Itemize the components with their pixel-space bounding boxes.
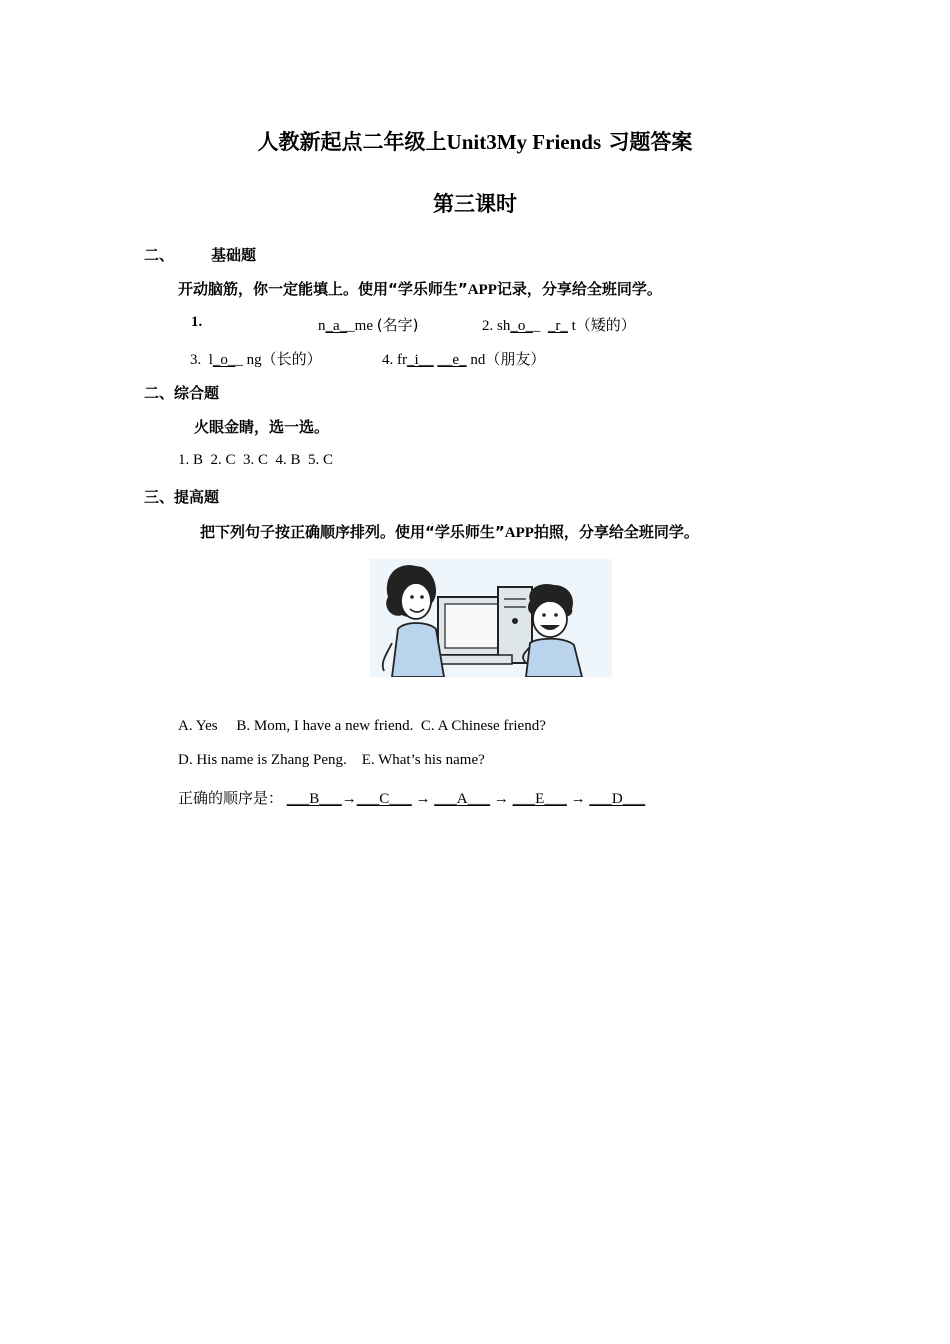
item-2-answer2: r xyxy=(555,318,561,334)
item-1-number: 1. xyxy=(191,314,203,330)
item-3-number: 3. xyxy=(190,352,202,368)
order-answer-4: E xyxy=(535,791,545,807)
item-2-answer: o xyxy=(517,318,526,334)
item-4-answer2: e xyxy=(452,352,460,368)
instruction-app: APP xyxy=(467,282,497,298)
order-answer-2: C xyxy=(379,791,390,807)
s3-instruction-app: APP xyxy=(504,525,534,541)
item-4-number: 4. xyxy=(382,352,394,368)
s3-instruction-part2: 拍照，分享给全班同学。 xyxy=(533,523,699,541)
item-3-word: 3. l_o__ ng（长的） xyxy=(190,350,322,368)
title-part-answers: 习题答案 xyxy=(608,130,693,154)
item-3-pre: l xyxy=(208,352,213,368)
item-1-post: me xyxy=(354,318,373,334)
item-1-word: n_a__me (名字) xyxy=(318,316,419,334)
order-answer-line: 正确的顺序是： ___B___→___C___ → ___A___ → ___E___ → ___D___ xyxy=(178,789,646,807)
instruction-part2: 记录，分享给全班同学。 xyxy=(496,280,662,298)
mother-and-boy-with-computer-illustration xyxy=(370,559,612,677)
item-2-post: t xyxy=(571,318,576,334)
order-arrow-3: → xyxy=(493,791,509,807)
options-line-2: D. His name is Zhang Peng. E. What’s his name? xyxy=(178,752,485,768)
title-part-chinese: 人教新起点二年级上 xyxy=(257,130,447,154)
item-2-meaning: （矮的） xyxy=(575,316,636,334)
item-4-meaning: （朋友） xyxy=(485,350,546,368)
section2-heading: 二、综合题 xyxy=(144,384,220,402)
options-line-1: A. Yes B. Mom, I have a new friend. C. A Chinese friend? xyxy=(178,718,546,734)
section3-instruction xyxy=(200,521,699,542)
section3-heading: 三、提高题 xyxy=(144,488,220,506)
item-2-number: 2. xyxy=(482,318,494,334)
item-2-pre: sh xyxy=(497,318,511,334)
item-3-meaning: （长的） xyxy=(261,350,322,368)
item-1-meaning: (名字) xyxy=(376,316,419,334)
instruction-part1: 开动脑筋，你一定能填上。使用“学乐师生” xyxy=(178,280,468,298)
subtitle-text: 第三课时 xyxy=(433,192,517,216)
section2-answers: 1. B 2. C 3. C 4. B 5. C xyxy=(178,452,334,468)
title-part-english: Unit3My Friends xyxy=(446,130,602,154)
order-answer-3: A xyxy=(456,791,468,807)
item-4-pre: fr xyxy=(397,352,407,368)
section1-heading: 基础题 xyxy=(211,246,257,264)
s3-instruction-part1: 把下列句子按正确顺序排列。使用“学乐师生” xyxy=(200,523,505,541)
item-4-answer: i xyxy=(414,352,419,368)
order-arrow-2: → xyxy=(415,791,431,807)
item-2-word: 2. sh_o__ _r_ t（矮的） xyxy=(482,316,636,334)
order-arrow-4: → xyxy=(570,791,586,807)
item-4-word: 4. fr_i__ __e_ nd（朋友） xyxy=(382,350,546,368)
item-1-answer: a xyxy=(333,318,340,334)
item-4-post: nd xyxy=(470,352,486,368)
section1-instruction xyxy=(178,278,662,299)
section2-instruction: 火眼金睛，选一选。 xyxy=(194,418,330,436)
page-title xyxy=(0,126,950,156)
item-3-post: ng xyxy=(246,352,262,368)
lesson-subtitle xyxy=(0,188,950,218)
order-answer-1: B xyxy=(309,791,320,807)
order-arrow-1: → xyxy=(341,791,357,807)
order-label: 正确的顺序是： xyxy=(178,789,284,807)
item-1-pre: n xyxy=(318,318,326,334)
section1-number: 二、 xyxy=(144,246,175,264)
order-answer-5: D xyxy=(611,791,623,807)
item-3-answer: o xyxy=(220,352,228,368)
